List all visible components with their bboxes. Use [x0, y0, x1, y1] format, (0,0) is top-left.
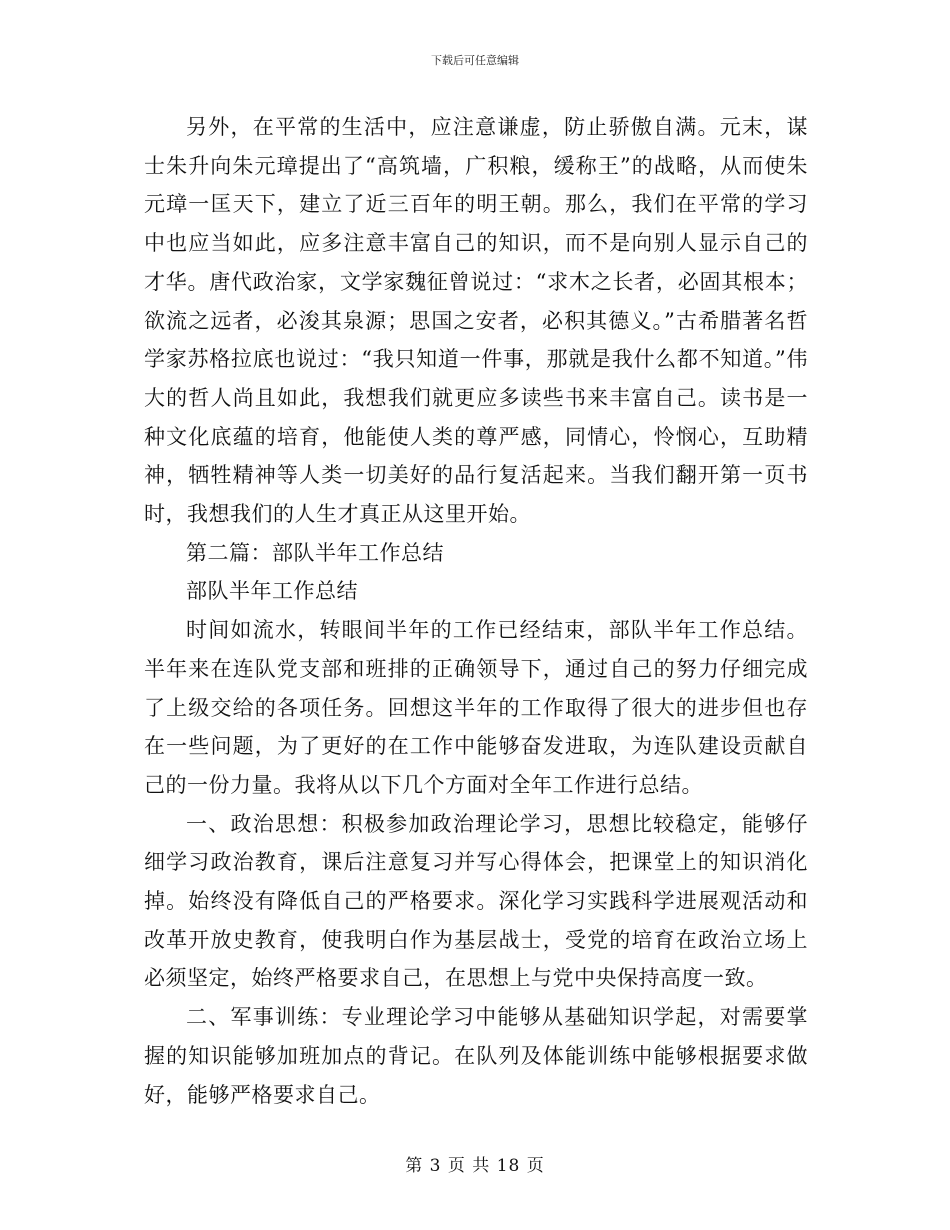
paragraph-political: 一、政治思想：积极参加政治理论学习，思想比较稳定，能够仔细学习政治教育，课后注意复习并写心得体会，把课堂上的知识消化掉。始终没有降低自己的严格要求。深化学习实践科学进展观活动和改革开放史教育，使我明白作为基层战士，受党的培育在政治立场上必须坚定，始终严格要求自己，在思想上与党中央保持高度一致。 [144, 811, 808, 991]
page-number: 第 3 页 共 18 页 [405, 1156, 545, 1176]
page-header: 下载后可任意编辑 [431, 54, 519, 67]
document-body [144, 108, 808, 1114]
paragraph-intro: 时间如流水，转眼间半年的工作已经结束，部队半年工作总结。半年来在连队党支部和班排的正确领导下，通过自己的努力仔细完成了上级交给的各项任务。回想这半年的工作取得了很大的进步但也存在一些问题，为了更好的在工作中能够奋发进取，为连队建设贡献自己的一份力量。我将从以下几个方面对全年工作进行总结。 [144, 618, 808, 797]
paragraph-reading: 另外，在平常的生活中，应注意谦虚，防止骄傲自满。元末，谋士朱升向朱元璋提出了“高筑墙，广积粮，缓称王”的战略，从而使朱元璋一匡天下，建立了近三百年的明王朝。那么，我们在平常的学习中也应当如此，应多注意丰富自己的知识，而不是向别人显示自己的才华。唐代政治家，文学家魏征曾说过：“求木之长者，必固其根本；欲流之远者，必浚其泉源；思国之安者，必积其德义。”古希腊著名哲学家苏格拉底也说过：“我只知道一件事，那就是我什么都不知道。”伟大的哲人尚且如此，我想我们就更应多读些书来丰富自己。读书是一种文化底蕴的培育，他能使人类的尊严感，同情心，怜悯心，互助精神，牺牲精神等人类一切美好的品行复活起来。当我们翻开第一页书时，我想我们的人生才真正从这里开始。 [144, 115, 808, 527]
section-heading: 第二篇：部队半年工作总结 [186, 540, 444, 565]
paragraph-military: 二、军事训练：专业理论学习中能够从基础知识学起，对需要掌握的知识能够加班加点的背记。在队列及体能训练中能够根据要求做好，能够严格要求自己。 [144, 1005, 808, 1107]
document-title: 部队半年工作总结 [186, 579, 358, 604]
